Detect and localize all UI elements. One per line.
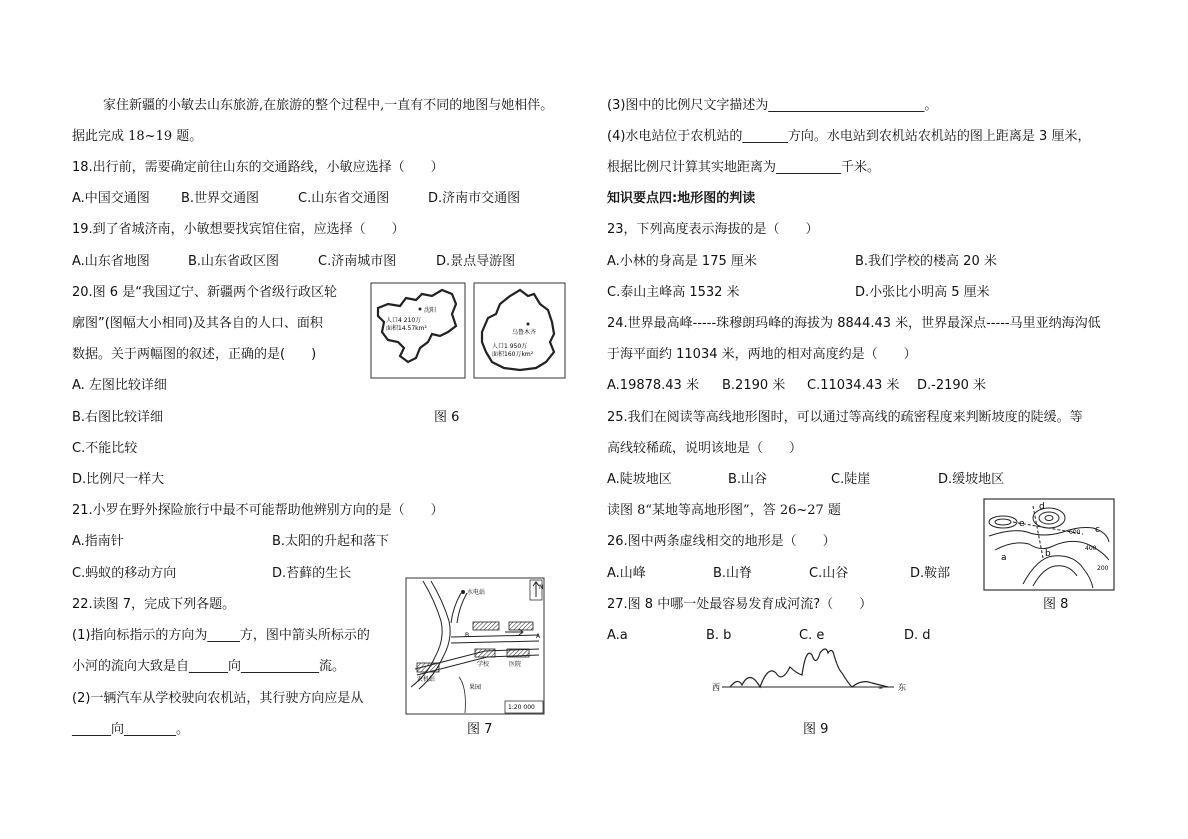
q20-line1: 20.图 6 是“我国辽宁、新疆两个省级行政区轮 bbox=[72, 285, 337, 300]
q25-line1: 25.我们在阅读等高线地形图时，可以通过等高线的疏密程度来判断坡度的陡缓。等 bbox=[607, 410, 1083, 425]
figure-6 bbox=[370, 282, 566, 380]
q23-stem: 23，下列高度表示海拔的是（ ） bbox=[607, 222, 819, 237]
q21-option-c: C.蚂蚁的移动方向 bbox=[72, 566, 177, 581]
figure-6-right-area: 面积160万km² bbox=[492, 351, 534, 358]
intro-line1: 家住新疆的小敏去山东旅游,在旅游的整个过程中,一直有不同的地图与她相伴。 bbox=[103, 98, 554, 113]
q25-option-d: D.缓坡地区 bbox=[938, 472, 1005, 487]
q27-stem: 27.图 8 中哪一处最容易发育成河流?（ ） bbox=[607, 597, 873, 612]
q20-option-d: D.比例尺一样大 bbox=[72, 472, 165, 487]
scale-label: 1:20 000 bbox=[508, 704, 535, 711]
q25-option-c: C.陡崖 bbox=[831, 472, 871, 487]
label-a: a bbox=[1001, 553, 1007, 563]
q26-option-a: A.山峰 bbox=[607, 566, 646, 581]
q18-option-c: C.山东省交通图 bbox=[298, 191, 390, 206]
q22-stem: 22.读图 7，完成下列各题。 bbox=[72, 597, 236, 612]
q25-line2: 高线较稀疏，说明该地是（ ） bbox=[607, 441, 803, 456]
q19-option-c: C.济南城市图 bbox=[318, 254, 397, 269]
q19-option-a: A.山东省地图 bbox=[72, 254, 150, 269]
terrain-profile bbox=[730, 649, 888, 687]
q26-option-b: B.山脊 bbox=[713, 566, 753, 581]
figure-6-left-area: 面积14.57km² bbox=[386, 325, 427, 332]
school-label: 学校 bbox=[477, 661, 490, 668]
west-label: 西 bbox=[712, 683, 720, 692]
q19-option-b: B.山东省政区图 bbox=[188, 254, 280, 269]
figure-9 bbox=[712, 643, 914, 695]
figure-8-caption: 图 8 bbox=[1043, 597, 1069, 612]
q19-option-d: D.景点导游图 bbox=[436, 254, 516, 269]
q21-option-d: D.苔藓的生长 bbox=[272, 566, 352, 581]
intro-line2: 据此完成 18~19 题。 bbox=[72, 129, 203, 144]
hospital-label: 医院 bbox=[509, 661, 522, 668]
figure-8 bbox=[983, 498, 1115, 591]
label-d: d bbox=[1039, 502, 1045, 512]
figure-7-frame bbox=[406, 578, 544, 714]
label-b: b bbox=[1045, 549, 1051, 559]
figure-6-caption: 图 6 bbox=[434, 410, 460, 425]
q24-option-d: D.-2190 米 bbox=[917, 378, 987, 393]
figure-8-instruction: 读图 8“某地等高地形图”，答 26~27 题 bbox=[607, 503, 841, 518]
q20-option-b: B.右图比较详细 bbox=[72, 410, 164, 425]
q26-stem: 26.图中两条虚线相交的地形是（ ） bbox=[607, 534, 836, 549]
contour-600: 600 bbox=[1069, 529, 1081, 536]
q18-option-d: D.济南市交通图 bbox=[428, 191, 521, 206]
north-label: N bbox=[539, 584, 544, 591]
q24-line2: 于海平面约 11034 米，两地的相对高度约是（ ） bbox=[607, 347, 917, 362]
q18-option-a: A.中国交通图 bbox=[72, 191, 150, 206]
hydro-station-marker bbox=[461, 590, 465, 594]
figure-7-caption: 图 7 bbox=[467, 722, 493, 737]
farm-station-label: 农机站 bbox=[417, 676, 436, 683]
q18-option-b: B.世界交通图 bbox=[181, 191, 260, 206]
label-e: e bbox=[1019, 519, 1025, 529]
q27-option-c: C. e bbox=[799, 628, 825, 643]
q22-part3: (3)图中的比例尺文字描述为________________________。 bbox=[607, 98, 938, 113]
point-a-label: A bbox=[536, 633, 541, 640]
figure-6-left-pop: 人口4 210万 bbox=[386, 317, 422, 324]
q22-part2b: ______向________。 bbox=[72, 722, 190, 737]
q21-option-a: A.指南针 bbox=[72, 534, 124, 549]
q21-stem: 21.小罗在野外探险旅行中最不可能帮助他辨别方向的是（ ） bbox=[72, 503, 444, 518]
figure-6-right-pop: 人口1 950万 bbox=[492, 343, 528, 350]
figure-6-left-city: 沈阳 bbox=[424, 307, 437, 314]
east-label: 东 bbox=[898, 683, 906, 692]
school-building bbox=[475, 649, 495, 657]
section-4-title: 知识要点四:地形图的判读 bbox=[607, 191, 756, 206]
q20-line2: 廓图”(图幅大小相同)及其各自的人口、面积 bbox=[72, 316, 323, 331]
figure-9-caption: 图 9 bbox=[803, 722, 829, 737]
q22-part4a: (4)水电站位于农机站的_______方向。水电站到农机站农机站的图上距离是 3 厘米， bbox=[607, 129, 1091, 144]
q26-option-d: D.鞍部 bbox=[910, 566, 951, 581]
figure-7 bbox=[405, 577, 545, 715]
q23-option-c: C.泰山主峰高 1532 米 bbox=[607, 285, 740, 300]
q20-option-a: A. 左图比较详细 bbox=[72, 378, 167, 393]
label-c: c bbox=[1095, 525, 1100, 535]
point-b-label: B bbox=[465, 632, 470, 639]
q22-part1b: 小河的流向大致是自______向____________流。 bbox=[72, 659, 346, 674]
q20-line3: 数据。关于两幅图的叙述，正确的是( ) bbox=[72, 347, 317, 362]
q26-option-c: C.山谷 bbox=[809, 566, 849, 581]
svg-text:≈: ≈ bbox=[878, 685, 884, 692]
q23-option-d: D.小张比小明高 5 厘米 bbox=[855, 285, 990, 300]
contour-200: 200 bbox=[1097, 565, 1109, 572]
farm-station-building bbox=[417, 663, 439, 672]
contour-400: 400 bbox=[1085, 545, 1097, 552]
q19-stem: 19.到了省城济南，小敏想要找宾馆住宿，应选择（ ） bbox=[72, 222, 405, 237]
q24-option-b: B.2190 米 bbox=[722, 378, 786, 393]
q24-option-a: A.19878.43 米 bbox=[607, 378, 699, 393]
q22-part1a: (1)指向标指示的方向为_____方，图中箭头所标示的 bbox=[72, 628, 370, 643]
figure-6-right-city: 乌鲁木齐 bbox=[512, 329, 537, 336]
q23-option-b: B.我们学校的楼高 20 米 bbox=[855, 254, 997, 269]
q23-option-a: A.小林的身高是 175 厘米 bbox=[607, 254, 757, 269]
orchard-label: 果园 bbox=[469, 684, 482, 691]
hydro-station-label: 水电站 bbox=[467, 589, 486, 596]
q22-part2a: (2)一辆汽车从学校驶向农机站，其行驶方向应是从 bbox=[72, 691, 364, 706]
q27-option-b: B. b bbox=[706, 628, 732, 643]
q18-stem: 18.出行前，需要确定前往山东的交通路线，小敏应选择（ ） bbox=[72, 160, 444, 175]
q27-option-a: A.a bbox=[607, 628, 628, 643]
hospital-building bbox=[507, 649, 529, 657]
q21-option-b: B.太阳的升起和落下 bbox=[272, 534, 390, 549]
q27-option-d: D. d bbox=[904, 628, 931, 643]
q24-line1: 24.世界最高峰-----珠穆朗玛峰的海拔为 8844.43 米，世界最深点-----马里亚纳海沟低 bbox=[607, 316, 1101, 331]
q25-option-a: A.陡坡地区 bbox=[607, 472, 672, 487]
q25-option-b: B.山谷 bbox=[728, 472, 768, 487]
q24-option-c: C.11034.43 米 bbox=[807, 378, 900, 393]
q20-option-c: C.不能比较 bbox=[72, 441, 138, 456]
q22-part4b: 根据比例尺计算其实地距离为__________千米。 bbox=[607, 160, 881, 175]
